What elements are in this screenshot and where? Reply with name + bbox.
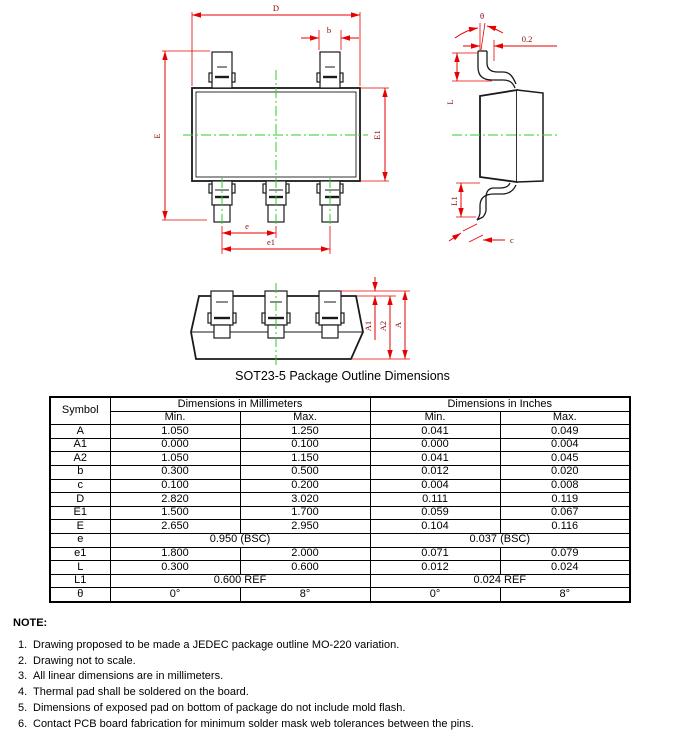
table-row [50,520,630,534]
dim-label-A: A [393,321,403,329]
note-item [0,685,685,701]
table-cell: 0.024 [500,561,630,575]
table-cell: A1 [50,438,110,452]
table-cell: 2.820 [110,493,240,507]
table-cell: 0.041 [370,452,500,466]
header-inches: Dimensions in Inches [370,397,630,411]
table-cell: 0.049 [500,425,630,439]
table-cell: 0.500 [240,465,370,479]
table-cell: 1.050 [110,452,240,466]
dimensions-table-body [50,425,630,602]
header-in-max: Max. [500,411,630,425]
header-mm-max: Max. [240,411,370,425]
table-row [50,506,630,520]
note-number: 6. [18,717,28,730]
table-cell: 0.004 [370,479,500,493]
table-cell: 0.012 [370,561,500,575]
table-cell: e [50,533,110,547]
table-cell: 3.020 [240,493,370,507]
table-row [50,438,630,452]
dim-label-e1: e1 [266,237,276,247]
table-cell: c [50,479,110,493]
table-cell: 0.059 [370,506,500,520]
table-row [50,493,630,507]
table-cell: 1.250 [240,425,370,439]
table-cell: L [50,561,110,575]
lead-side-bottom [477,183,516,220]
table-cell: E1 [50,506,110,520]
table-row [50,465,630,479]
notes-list [0,638,685,732]
header-mm: Dimensions in Millimeters [110,397,370,411]
table-cell: 0.012 [370,465,500,479]
dim-label-E: E [152,133,162,139]
pin-top-left [209,52,235,88]
table-cell: D [50,493,110,507]
table-cell: 0.067 [500,506,630,520]
dimension-b [301,25,359,50]
table-row [50,479,630,493]
table-cell: 0.071 [370,547,500,561]
side-view [445,11,560,245]
note-text: Dimensions of exposed pad on bottom of package do not include mold flash. [33,701,406,714]
note-text: All linear dimensions are in millimeters. [33,670,224,683]
dimension-e1 [222,237,330,249]
dim-label-L: L [445,99,455,105]
table-cell: 1.800 [110,547,240,561]
dim-label-tip-offset: 0.2 [521,34,533,44]
table-row [50,533,630,547]
table-cell: L1 [50,574,110,588]
table-cell: 0.111 [370,493,500,507]
note-number: 5. [18,701,28,714]
table-row [50,561,630,575]
table-cell: 0.020 [500,465,630,479]
header-in-min: Min. [370,411,500,425]
table-cell: e1 [50,547,110,561]
table-cell: 0.950 (BSC) [110,533,370,547]
dim-label-A2: A2 [378,320,388,332]
table-row [50,452,630,466]
table-cell: 1.050 [110,425,240,439]
table-row [50,574,630,588]
note-text: Drawing proposed to be made a JEDEC package outline MO-220 variation. [33,639,400,651]
table-cell: 2.950 [240,520,370,534]
note-number: 3. [18,670,28,683]
table-cell: 0.037 (BSC) [370,533,630,547]
pin-top-right [317,52,343,88]
table-cell: 0.116 [500,520,630,534]
table-cell: b [50,465,110,479]
dim-label-E1: E1 [372,130,382,140]
note-text: Thermal pad shall be soldered on the board. [33,686,249,699]
table-cell: 0.079 [500,547,630,561]
package-body-side-view [480,90,517,182]
table-row [50,547,630,561]
note-text: Drawing not to scale. [33,654,136,667]
dim-label-A1: A1 [363,320,373,332]
top-view [152,3,389,254]
dim-label-D: D [272,3,280,13]
front-view [191,277,410,368]
table-cell: 0.004 [500,438,630,452]
table-cell: 0° [370,588,500,602]
table-cell: θ [50,588,110,602]
table-cell: E [50,520,110,534]
dim-label-e: e [245,221,249,231]
table-cell: 0.100 [240,438,370,452]
table-cell: 0° [110,588,240,602]
table-cell: 0.008 [500,479,630,493]
table-cell: 0.300 [110,465,240,479]
table-header-row [50,397,630,411]
dimension-tip-offset [463,34,557,61]
table-cell: 0.600 [240,561,370,575]
note-number: 1. [18,639,28,651]
dim-label-theta: θ [479,11,485,21]
table-cell: 0.024 REF [370,574,630,588]
table-cell: A [50,425,110,439]
dim-label-c: c [510,235,514,245]
table-cell: 1.700 [240,506,370,520]
table-cell: 1.500 [110,506,240,520]
table-row [50,425,630,439]
table-cell: 2.000 [240,547,370,561]
note-item [0,654,685,670]
note-item [0,638,685,654]
table-cell: 2.650 [110,520,240,534]
table-cell: 0.600 REF [110,574,370,588]
table-cell: 1.150 [240,452,370,466]
table-cell: 8° [240,588,370,602]
table-cell: 0.100 [110,479,240,493]
dimension-theta [455,11,503,50]
table-cell: 0.300 [110,561,240,575]
dim-label-b: b [326,25,332,35]
dimension-L1 [449,183,480,217]
table-cell: A2 [50,452,110,466]
note-item [0,669,685,685]
note-item [0,701,685,717]
header-symbol: Symbol [50,397,110,425]
table-subheader-row [50,411,630,425]
note-number: 4. [18,686,28,699]
dim-label-L1: L1 [449,196,459,206]
note-number: 2. [18,654,28,667]
table-cell: 0.000 [370,438,500,452]
table-cell: 0.041 [370,425,500,439]
lead-side-top [478,51,516,88]
table-cell: 0.000 [110,438,240,452]
dimension-A [393,291,405,359]
header-mm-min: Min. [110,411,240,425]
note-text: Contact PCB board fabrication for minimum solder mask web tolerances between the pins. [33,717,474,730]
table-cell: 0.200 [240,479,370,493]
table-row [50,588,630,602]
table-cell: 0.119 [500,493,630,507]
notes-title: NOTE: [13,617,48,629]
table-cell: 0.104 [370,520,500,534]
note-item [0,717,685,733]
dimensions-table [49,396,631,603]
drawing-caption: SOT23-5 Package Outline Dimensions [235,369,450,383]
table-cell: 0.045 [500,452,630,466]
dimension-c [449,224,514,245]
table-cell: 8° [500,588,630,602]
